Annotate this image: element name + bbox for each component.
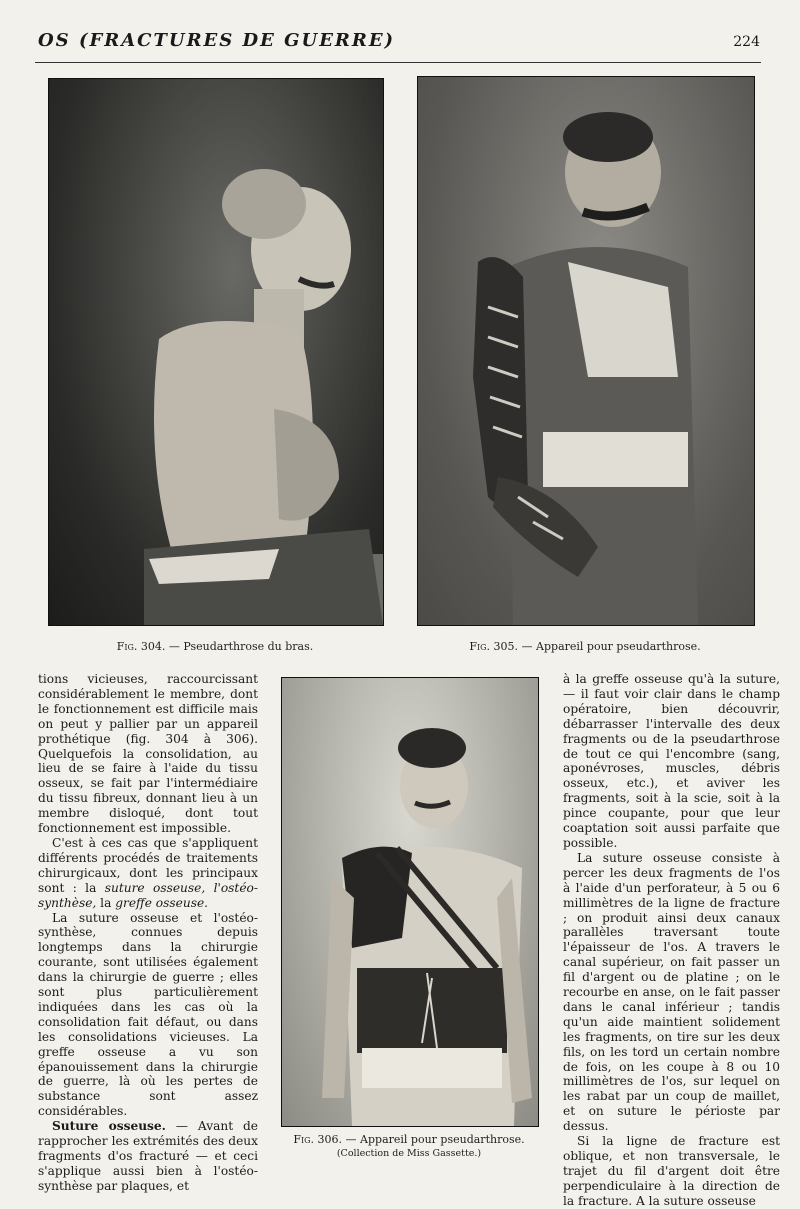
figure-305-text: — Appareil pour pseudarthrose. — [518, 640, 701, 653]
figure-304-caption — [48, 640, 382, 653]
text-run: — Avant de rapprocher les extrémités des deux fragments d'os fracturé — et ceci s'applique aussi bien à l'ostéo-synthèse par plaques, et — [38, 1119, 258, 1193]
figure-304-photo — [48, 78, 384, 626]
figure-305-caption — [417, 640, 753, 653]
figure-305-photo — [417, 76, 755, 626]
text-run: la — [96, 895, 116, 910]
figure-305-label: Fig. 305. — [469, 640, 519, 653]
man-appliance-illustration — [418, 77, 754, 625]
text-column-right — [563, 672, 780, 1209]
running-header — [38, 30, 760, 58]
paragraph: La suture osseuse et l'ostéo-synthèse, connues depuis longtemps dans la chirurgie courante, sont utilisées également dans la chirurgie de guerre ; elles sont plus particulièrement indiquées dans les cas où la consolidation fait défaut, ou dans les consolidations vicieuses. La greffe osseuse a vu son épanouissement dans la chirurgie de guerre, là où les pertes de substance sont assez considérables. — [38, 910, 258, 1119]
section-heading: Suture osseuse. — [52, 1119, 166, 1134]
figure-304-text: — Pseudarthrose du bras. — [165, 640, 314, 653]
paragraph: à la greffe osseuse qu'à la suture, — il faut voir clair dans le champ opératoire, bien découvrir, débarrasser l'intervalle des deux fragments ou de la pseudarthrose de tout ce qui l'encombre (sang, aponévroses, muscles, débris osseux, etc.), et aviver les fragments, soit à la scie, soit à la pince coupante, pour que leur coaptation soit aussi parfaite que possible. — [563, 672, 780, 850]
figure-306-label: Fig. 306. — [293, 1133, 343, 1146]
man-corset-illustration — [282, 678, 538, 1126]
paragraph — [38, 1119, 258, 1194]
paragraph: tions vicieuses, raccourcissant considérablement le membre, dont le fonctionnement est difficile mais on peut y pallier par un appareil prothétique (fig. 304 à 306). Quelquefois la consolidation, au lieu de se faire à l'aide du tissu osseux, se fait par l'intermédiaire du tissu fibreux, donnant lieu à un membre disloqué, dont tout fonctionnement est impossible. — [38, 672, 258, 836]
header-rule — [35, 62, 761, 63]
paragraph: Si la ligne de fracture est oblique, et non transversale, le trajet du fil d'argent doit être perpendiculaire à la direction de la fracture. A la suture osseuse — [563, 1134, 780, 1208]
italic-run: greffe osseuse. — [115, 895, 209, 910]
page-number: 224 — [733, 34, 760, 50]
figure-304-label: Fig. 304. — [116, 640, 166, 653]
text-run: C'est à ces cas que s'appliquent différents procédés de traitements chirurgicaux, dont les principaux sont : la — [38, 835, 258, 895]
figure-306-photo — [281, 677, 539, 1127]
header-title: OS (FRACTURES DE GUERRE) — [38, 30, 396, 51]
figure-306-caption — [281, 1133, 537, 1161]
paragraph — [38, 836, 258, 911]
italic-run: suture osseuse, l'ostéo-synthèse, — [38, 880, 258, 910]
man-profile-illustration — [49, 79, 383, 625]
figure-306-text: — Appareil pour pseudarthrose. — [342, 1133, 525, 1146]
paragraph: La suture osseuse consiste à percer les deux fragments de l'os à l'aide d'un perforateur, à 5 ou 6 millimètres de la ligne de fracture ; on produit ainsi deux canaux parallèles traversant toute l'épaisseur de l'os. A travers le canal supérieur, on fait passer un fil d'argent ou de platine ; on le recourbe en anse, on le fait passer dans le canal inférieur ; tandis qu'un aide maintient solidement les fragments, on tire sur les deux fils, on les tord un certain nombre de fois, on les coupe à 8 ou 10 millimètres de l'os, sur lequel on les rabat par un coup de maillet, et on suture le périoste par dessus. — [563, 850, 780, 1134]
text-column-left — [38, 672, 258, 1194]
figure-306-credit: (Collection de Miss Gassette.) — [336, 1148, 482, 1159]
